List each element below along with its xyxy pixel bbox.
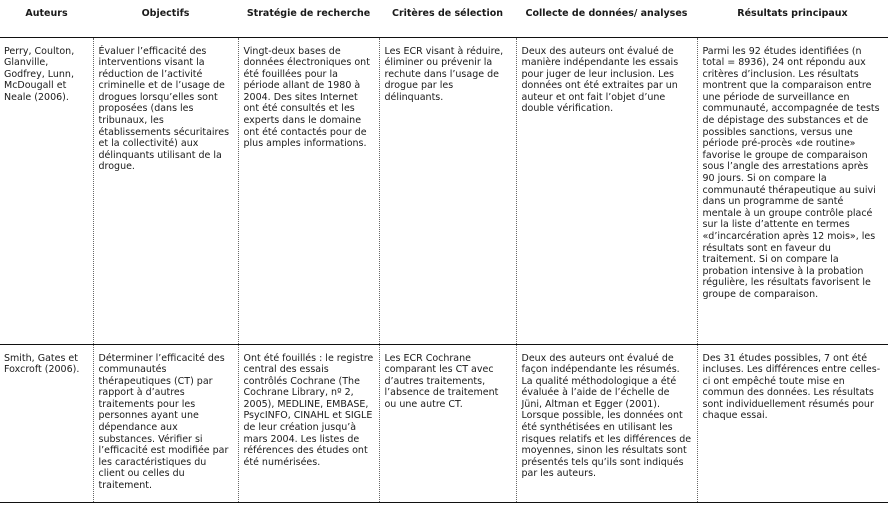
cell-resultats: Parmi les 92 études identifiées (n total = 8936), 24 ont répondu aux critères d’inclusion. Les résultats montrent que la comparaison entre une période de surveillance en communauté, accompagnée de tests de dépistage des substances et de possibles sanctions, versus une période pré-procès «de routine» favorise le groupe de comparaison sous l’angle des arrestations après 90 jours. Si on compare la communauté thérapeutique au suivi dans un programme de santé mentale à un groupe contrôle placé sur la liste d’attente en termes «d’incarcération après 12 mois», les résultats sont en faveur du traitement. Si on compare la probation intensive à la probation régulière, les résultats favorisent le groupe de comparaison. (697, 37, 888, 344)
cell-criteres: Les ECR Cochrane comparant les CT avec d’autres traitements, l’absence de traitement ou une autre CT. (379, 344, 516, 502)
cell-auteurs: Smith, Gates et Foxcroft (2006). (0, 344, 93, 502)
header-resultats: Résultats principaux (697, 0, 888, 37)
table-header (0, 0, 888, 37)
cell-strategie: Vingt-deux bases de données électroniques ont été fouillées pour la période allant de 1980 à 2004. Des sites Internet ont été consultés et les experts dans le domaine ont été contactés pour de plus amples informations. (238, 37, 379, 344)
cell-objectifs: Évaluer l’efficacité des interventions visant la réduction de l’activité criminelle et de l’usage de drogues lorsqu’elles sont proposées (dans les tribunaux, les établissements sécuritaires et la collectivité) aux délinquants utilisant de la drogue. (93, 37, 238, 344)
cell-resultats: Des 31 études possibles, 7 ont été incluses. Les différences entre celles-ci ont empêché toute mise en commun des données. Les résultats sont individuellement résumés pour chaque essai. (697, 344, 888, 502)
table-row (0, 344, 888, 502)
header-collecte: Collecte de données/ analyses (516, 0, 697, 37)
header-auteurs: Auteurs (0, 0, 93, 37)
cell-collecte: Deux des auteurs ont évalué de façon indépendante les résumés. La qualité méthodologique a été évaluée à l’aide de l’échelle de Jüni, Altman et Egger (2001). Lorsque possible, les données ont été synthétisées en utilisant les risques relatifs et les différences de moyennes, sinon les résultats sont présentés tels qu’ils sont indiqués par les auteurs. (516, 344, 697, 502)
cell-collecte: Deux des auteurs ont évalué de manière indépendante les essais pour juger de leur inclusion. Les données ont été extraites par un auteur et ont fait l’objet d’une double vérification. (516, 37, 697, 344)
table-row (0, 37, 888, 344)
cell-strategie: Ont été fouillés : le registre central des essais contrôlés Cochrane (The Cochrane Library, nº 2, 2005), MEDLINE, EMBASE, PsycINFO, CINAHL et SIGLE de leur création jusqu’à mars 2004. Les listes de références des études ont été numérisées. (238, 344, 379, 502)
header-strategie: Stratégie de recherche (238, 0, 379, 37)
cell-objectifs: Déterminer l’efficacité des communautés thérapeutiques (CT) par rapport à d’autres traitements pour les personnes ayant une dépendance aux substances. Vérifier si l’efficacité est modifiée par les caractéristiques du client ou celles du traitement. (93, 344, 238, 502)
header-criteres: Critères de sélection (379, 0, 516, 37)
cell-auteurs: Perry, Coulton, Glanville, Godfrey, Lunn, McDougall et Neale (2006). (0, 37, 93, 344)
header-objectifs: Objectifs (93, 0, 238, 37)
cell-criteres: Les ECR visant à réduire, éliminer ou prévenir la rechute dans l’usage de drogue par les délinquants. (379, 37, 516, 344)
